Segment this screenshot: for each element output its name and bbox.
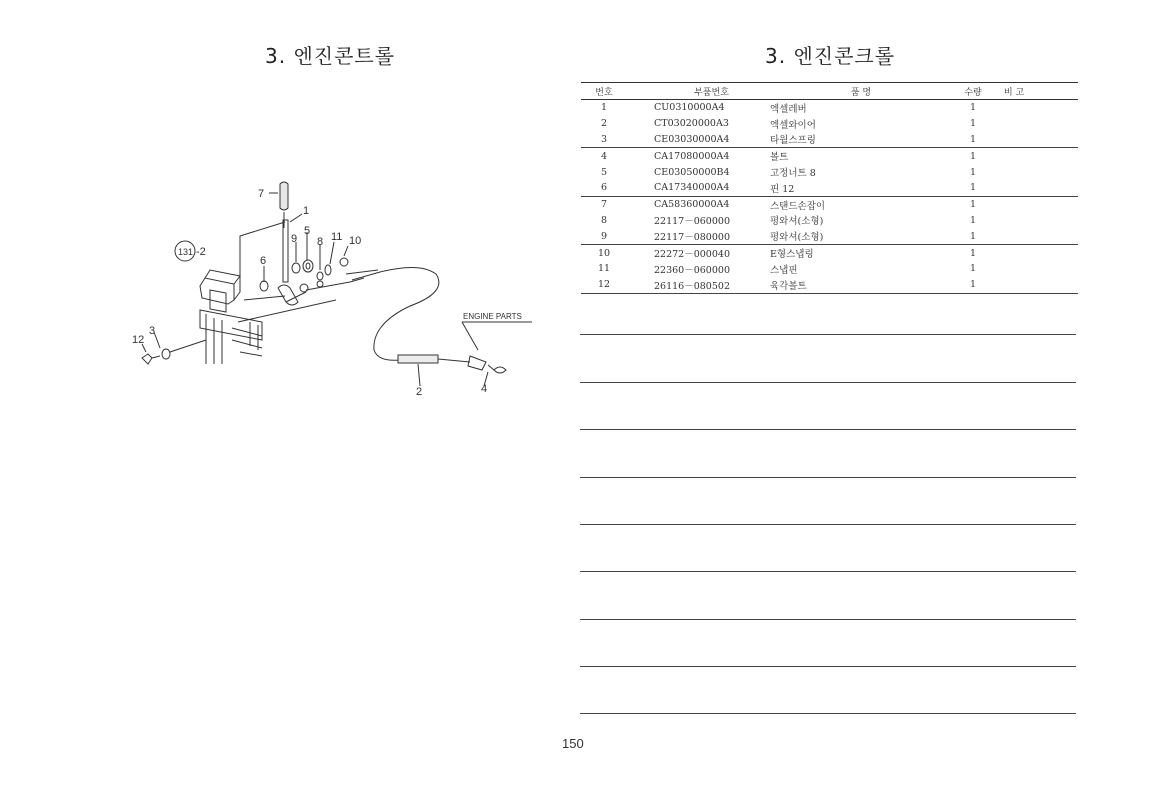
header-part-number: 부품번호 <box>627 83 770 100</box>
table-row <box>581 116 1078 132</box>
callout-1: 1 <box>303 205 310 217</box>
row-part-number: 22117－080000 <box>627 228 770 244</box>
row-number: 9 <box>581 228 627 244</box>
header-number: 번호 <box>581 83 627 100</box>
row-part-name: 스냅핀 <box>770 264 798 276</box>
row-quantity: 1 <box>969 214 977 226</box>
callout-2-suffix: -2 <box>196 246 206 258</box>
blank-ruled-line <box>580 477 1076 478</box>
row-part-number: CA17340000A4 <box>627 180 770 196</box>
page-number: 150 <box>562 736 584 751</box>
row-number: 1 <box>600 102 608 114</box>
row-number: 3 <box>581 132 627 148</box>
callout-11: 11 <box>331 231 343 243</box>
callout-7: 7 <box>258 188 265 200</box>
row-part-name: 엑셀레버 <box>770 103 807 115</box>
row-part-number: 22117－060000 <box>654 216 730 228</box>
table-row <box>581 132 1078 148</box>
callout-6: 6 <box>260 255 267 267</box>
blank-ruled-line <box>580 666 1076 667</box>
table-row <box>581 261 1078 277</box>
row-remarks <box>994 116 1078 132</box>
callout-9: 9 <box>291 233 298 245</box>
row-remarks <box>994 196 1078 212</box>
header-quantity: 수량 <box>952 83 994 100</box>
row-part-name: 평와셔(소형) <box>770 228 952 244</box>
row-remarks <box>994 132 1078 148</box>
row-remarks <box>994 245 1078 261</box>
callout-12: 12 <box>132 334 145 346</box>
row-part-number: CT03020000A3 <box>654 118 729 130</box>
table-header-row <box>581 83 1078 100</box>
blank-ruled-line <box>580 524 1076 525</box>
row-remarks <box>994 261 1078 277</box>
row-part-number: 26116－080502 <box>627 277 770 293</box>
row-number: 6 <box>581 180 627 196</box>
row-number: 10 <box>597 247 611 259</box>
table-row <box>581 213 1078 229</box>
parts-list-table <box>581 82 1078 294</box>
row-remarks <box>994 100 1078 116</box>
row-part-number: CE03050000B4 <box>654 166 730 178</box>
table-row <box>581 196 1078 212</box>
row-quantity: 1 <box>952 277 994 293</box>
row-part-name: 엑셀와이어 <box>770 119 816 131</box>
table-row <box>581 277 1078 293</box>
table-row <box>581 148 1078 164</box>
row-part-number: CA17080000A4 <box>654 150 730 162</box>
row-quantity: 1 <box>952 132 994 148</box>
row-part-number: 22360－060000 <box>654 264 730 276</box>
row-quantity: 1 <box>952 228 994 244</box>
callout-2: 2 <box>416 386 423 398</box>
row-quantity: 1 <box>969 247 977 259</box>
row-part-number: CA58360000A4 <box>654 199 730 211</box>
table-row <box>581 245 1078 261</box>
row-remarks <box>994 180 1078 196</box>
row-part-name: 볼트 <box>770 152 789 164</box>
row-remarks <box>994 148 1078 164</box>
row-part-name: E형스냅링 <box>770 249 814 261</box>
row-number: 7 <box>600 199 608 211</box>
row-remarks <box>994 213 1078 229</box>
row-part-name: 육각볼트 <box>770 277 952 293</box>
row-number: 12 <box>581 277 627 293</box>
row-quantity: 1 <box>952 180 994 196</box>
blank-ruled-line <box>580 571 1076 572</box>
header-remarks: 비 고 <box>994 83 1078 100</box>
blank-ruled-line <box>580 382 1076 383</box>
table-row <box>581 180 1078 196</box>
row-part-name: 타월스프링 <box>770 132 952 148</box>
engine-control-exploded-diagram <box>0 0 560 420</box>
row-part-number: CE03030000A4 <box>627 132 770 148</box>
callout-4: 4 <box>481 383 488 395</box>
left-page-title: 3. 엔진콘트롤 <box>265 44 396 68</box>
row-remarks <box>994 277 1078 293</box>
row-number: 4 <box>600 150 608 162</box>
row-part-name: 핀 12 <box>770 180 952 196</box>
row-part-number: CU0310000A4 <box>654 102 725 114</box>
engine-parts-label: ENGINE PARTS <box>463 312 522 321</box>
row-remarks <box>994 228 1078 244</box>
blank-ruled-line <box>580 713 1076 714</box>
row-number: 2 <box>600 118 608 130</box>
right-page-title: 3. 엔진콘크롤 <box>765 44 896 68</box>
row-part-number: 22272－000040 <box>654 249 730 261</box>
header-part-name: 품 명 <box>770 83 952 100</box>
table-row <box>581 228 1078 244</box>
blank-ruled-line <box>580 619 1076 620</box>
row-remarks <box>994 164 1078 180</box>
row-quantity: 1 <box>969 263 977 275</box>
blank-ruled-line <box>580 429 1076 430</box>
row-number: 11 <box>597 263 611 275</box>
callout-131: 131 <box>178 247 194 257</box>
row-quantity: 1 <box>969 166 977 178</box>
row-quantity: 1 <box>969 199 977 211</box>
callout-3: 3 <box>149 325 156 337</box>
row-quantity: 1 <box>969 150 977 162</box>
callout-10: 10 <box>349 235 362 247</box>
table-row <box>581 100 1078 116</box>
row-part-name: 고정너트 8 <box>770 168 816 180</box>
row-number: 8 <box>600 214 608 226</box>
row-quantity: 1 <box>969 118 977 130</box>
blank-ruled-line <box>580 334 1076 335</box>
callout-5: 5 <box>304 225 311 237</box>
table-row <box>581 164 1078 180</box>
row-part-name: 평와셔(소형) <box>770 216 824 228</box>
row-part-name: 스탠드손잡이 <box>770 200 826 212</box>
row-quantity: 1 <box>969 102 977 114</box>
row-number: 5 <box>600 166 608 178</box>
callout-8: 8 <box>317 236 324 248</box>
